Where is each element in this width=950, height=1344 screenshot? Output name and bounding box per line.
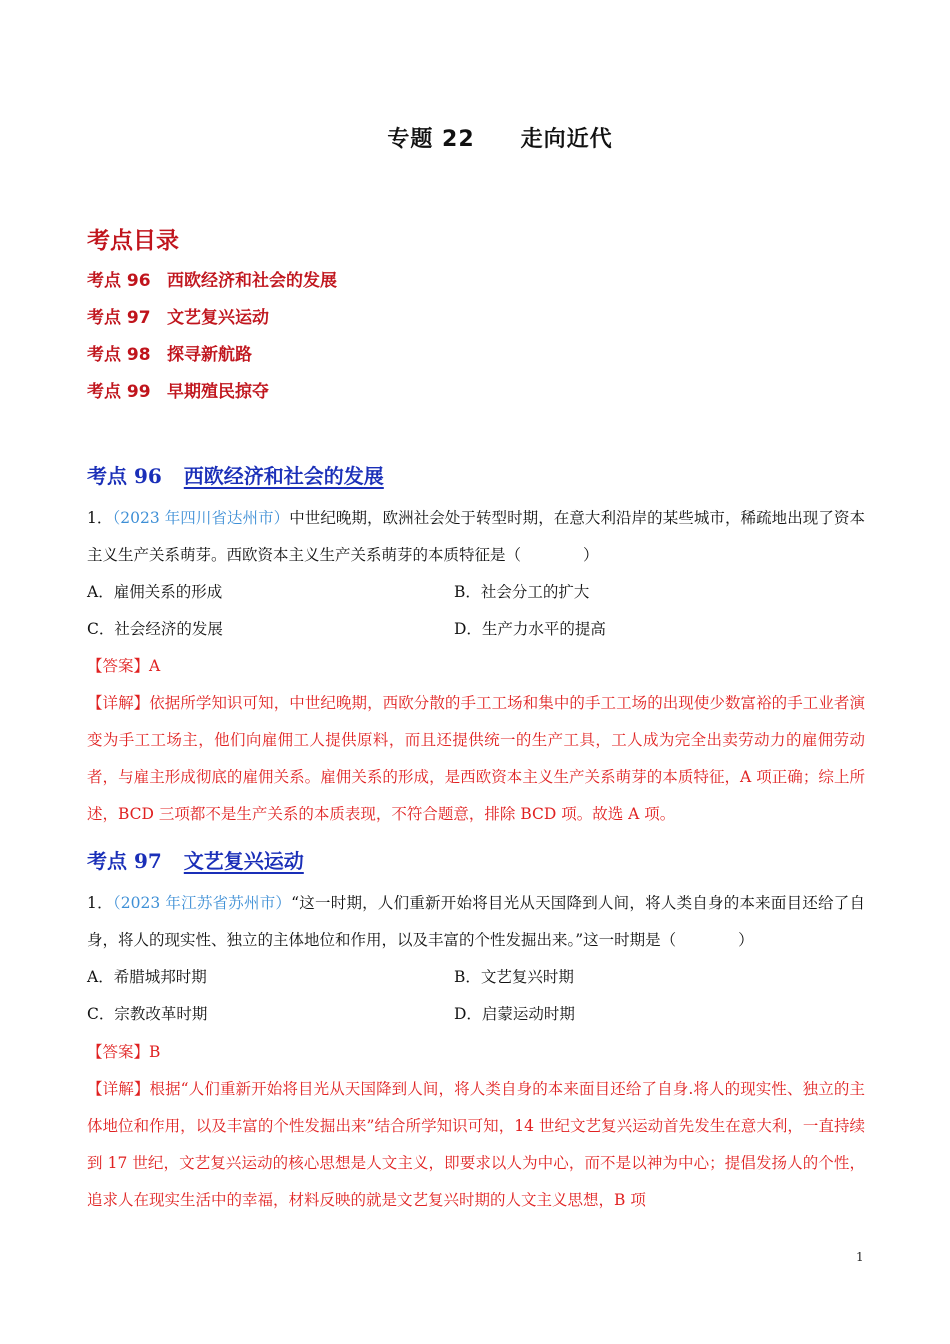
answer-detail: 【详解】根据“人们重新开始将目光从天国降到人间，将人类自身的本来面目还给了自身.将人的现实性、独立的主体地位和作用，以及丰富的个性发掘出来”结合所学知识可知，14 世纪文艺复兴运动首先发生在意大利，一直持续到 17 世纪，文艺复兴运动的核心思想是人文主义，即要求以人为中心，而不是以神为中心；提倡发扬人的个性，追求人在现实生活中的幸福，材料反映的就是文艺复兴时期的人文主义思想，B 项 <box>87 1080 865 1209</box>
option-b: B．文艺复兴时期 <box>454 968 574 986</box>
question-source: （2023 年江苏省苏州市） <box>112 894 292 912</box>
question-options <box>87 574 865 648</box>
option-a: A．希腊城邦时期 <box>87 968 207 986</box>
toc-item[interactable]: 考点 97 文艺复兴运动 <box>87 308 269 328</box>
question-options <box>87 959 865 1033</box>
question-source: （2023 年四川省达州市） <box>112 509 290 527</box>
toc-heading: 考点目录 <box>87 228 179 254</box>
page-number: 1 <box>856 1250 864 1264</box>
section-heading-96[interactable]: 考点 96 西欧经济和社会的发展 <box>87 464 384 488</box>
question-text: 1．（2023 年江苏省苏州市）“这一时期，人们重新开始将目光从天国降到人间，将人类自身的本来面目还给了自身，将人的现实性、独立的主体地位和作用，以及丰富的个性发掘出来。”这一时期是（ ） <box>87 894 865 949</box>
question-text: 1．（2023 年四川省达州市）中世纪晚期，欧洲社会处于转型时期，在意大利沿岸的某些城市，稀疏地出现了资本主义生产关系萌芽。西欧资本主义生产关系萌芽的本质特征是（ ） <box>87 509 865 564</box>
answer: 【答案】A <box>87 657 161 675</box>
option-d: D．生产力水平的提高 <box>454 620 606 638</box>
section-heading-97[interactable]: 考点 97 文艺复兴运动 <box>87 849 304 873</box>
answer: 【答案】B <box>87 1043 161 1061</box>
option-a: A．雇佣关系的形成 <box>87 583 223 601</box>
option-d: D．启蒙运动时期 <box>454 1005 575 1023</box>
page-title: 专题 22 走向近代 <box>387 127 613 152</box>
answer-detail: 【详解】依据所学知识可知，中世纪晚期，西欧分散的手工工场和集中的手工工场的出现使少数富裕的手工业者演变为手工工场主，他们向雇佣工人提供原料，而且还提供统一的生产工具，工人成为完全出卖劳动力的雇佣劳动者，与雇主形成彻底的雇佣关系。雇佣关系的形成，是西欧资本主义生产关系萌芽的本质特征，A 项正确；综上所述，BCD 三项都不是生产关系的本质表现，不符合题意，排除 BCD 项。故选 A 项。 <box>87 694 865 823</box>
toc-item[interactable]: 考点 98 探寻新航路 <box>87 345 252 365</box>
option-c: C．社会经济的发展 <box>87 620 223 638</box>
option-b: B．社会分工的扩大 <box>454 583 590 601</box>
toc-list <box>87 268 337 416</box>
toc-item[interactable]: 考点 99 早期殖民掠夺 <box>87 382 269 402</box>
toc-item[interactable]: 考点 96 西欧经济和社会的发展 <box>87 271 337 291</box>
option-c: C．宗教改革时期 <box>87 1005 208 1023</box>
